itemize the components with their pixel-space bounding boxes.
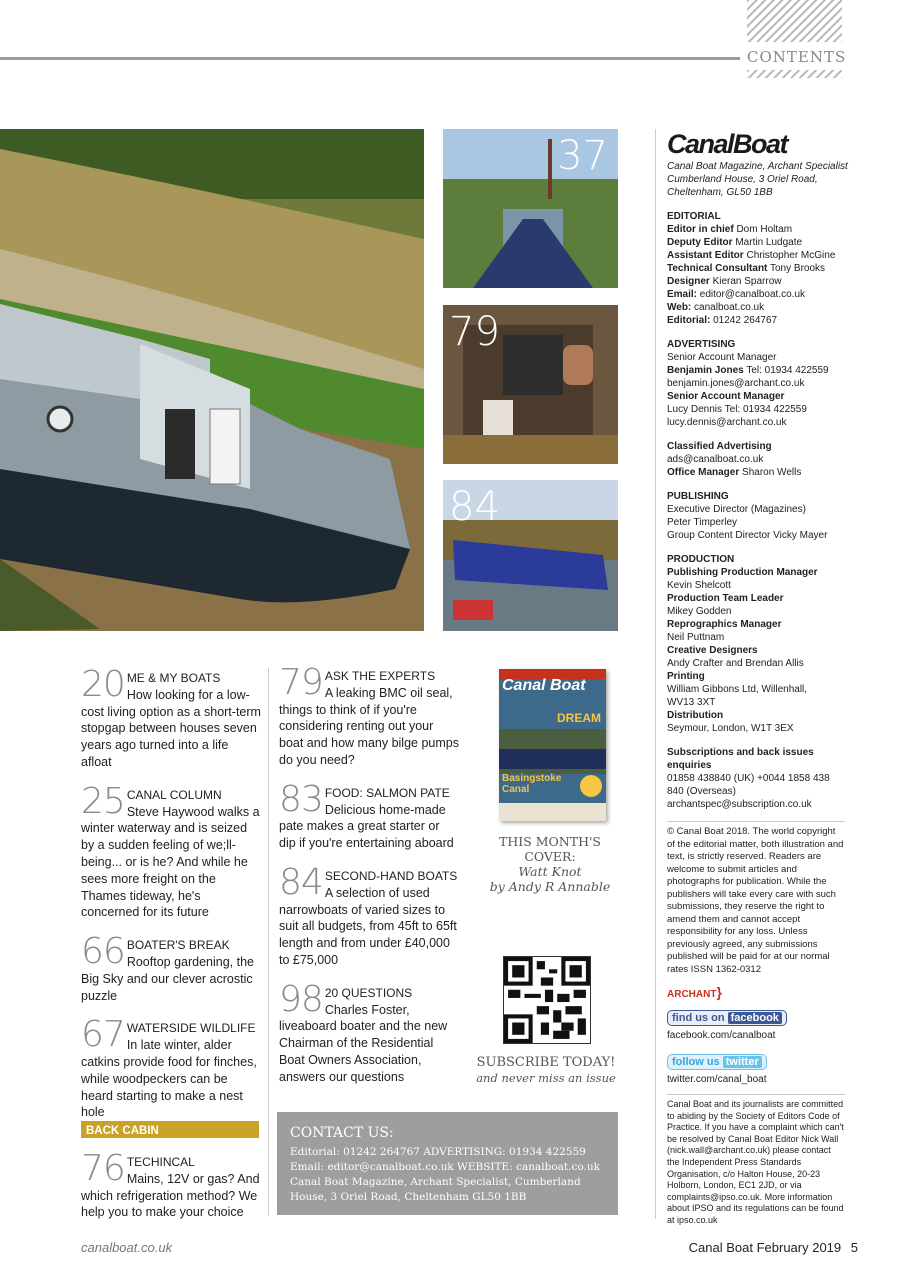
thumb-number: 79	[449, 309, 500, 355]
phone: 01858 438840 (UK) +0044 1858 438	[667, 773, 830, 784]
header-rule	[0, 57, 740, 60]
thumb-number: 37	[557, 133, 608, 179]
contact-address: House, 3 Oriel Road, Cheltenham GL50 1BB	[290, 1191, 527, 1203]
qr-code[interactable]	[503, 956, 591, 1044]
masthead-advertising	[667, 338, 857, 429]
toc-entry[interactable]	[81, 780, 261, 921]
entry-description: A selection of used narrowboats of varied sizes to suit all budgets, from 45ft to 65ft length and from under £40,000 to £75,000	[279, 885, 457, 967]
entry-description: Mains, 12V or gas? And which refrigeration method? We help you to make your choice	[81, 1171, 260, 1220]
left-column	[81, 664, 261, 1121]
subscribe-subtitle: and never miss an issue	[476, 1071, 616, 1085]
cover-image[interactable]	[499, 669, 606, 821]
column-divider	[268, 668, 269, 1216]
page-number: 79	[279, 662, 323, 703]
entry-heading: FOOD: SALMON PATE	[324, 785, 450, 800]
twitter-link[interactable]: twitter.com/canal_boat	[667, 1074, 767, 1085]
subscribe-title: SUBSCRIBE TODAY!	[476, 1055, 616, 1070]
name: WV13 3XT	[667, 697, 716, 708]
copyright-notice: © Canal Boat 2018. The world copyright of the editorial matter, both illustration and text, is strictly reserved. Readers are welcome to submit articles and photographs for publication. While the publishers will take every care with such submissions, they reserve the right to amend them and cannot accept responsibility for any loss. Unless previously agreed, any submissions published will be paid for at our normal rates ISSN 1362-0312	[667, 826, 844, 975]
address-line: Cheltenham, GL50 1BB	[667, 187, 773, 198]
name: Mikey Godden	[667, 606, 732, 617]
footer-url[interactable]: canalboat.co.uk	[81, 1240, 173, 1255]
toc-entry[interactable]	[81, 1148, 261, 1221]
entry-heading: TECHINCAL	[126, 1155, 195, 1169]
page-number: 66	[81, 931, 125, 973]
entry-heading: BOATER'S BREAK	[126, 938, 230, 953]
role: Editorial:	[667, 315, 711, 326]
role: Printing	[667, 671, 705, 682]
section-heading: EDITORIAL	[667, 211, 721, 222]
role: Production Team Leader	[667, 593, 784, 604]
name: Benjamin Jones	[667, 365, 744, 376]
entry-description: Delicious home-made pate makes a great starter or dip if you're entertaining aboard	[279, 802, 454, 851]
role: Senior Account Manager	[667, 391, 785, 402]
address-line: Canal Boat Magazine, Archant Specialist	[667, 161, 848, 172]
page-number: 20	[81, 664, 125, 705]
phone: 840 (Overseas)	[667, 786, 736, 797]
page-number: 98	[279, 978, 323, 1020]
entry-heading: WATERSIDE WILDLIFE	[126, 1021, 256, 1036]
contact-phones: Editorial: 01242 264767 ADVERTISING: 01934 422559	[290, 1146, 586, 1158]
masthead-divider	[655, 129, 656, 1219]
entry-heading: SECOND-HAND BOATS	[324, 868, 458, 883]
facebook-link[interactable]: facebook.com/canalboat	[667, 1030, 776, 1041]
address-line: Cumberland House, 3 Oriel Road,	[667, 174, 818, 185]
section-label: CONTENTS	[747, 48, 847, 66]
facebook-find-text: find us on	[672, 1012, 725, 1024]
name: Andy Crafter and Brendan Allis	[667, 658, 804, 669]
cover-caption-line: COVER:	[524, 849, 576, 864]
section-heading: Classified Advertising	[667, 441, 772, 452]
section-heading: PRODUCTION	[667, 554, 735, 565]
role: Reprographics Manager	[667, 619, 782, 630]
role: Technical Consultant	[667, 263, 768, 274]
page-number: 25	[81, 780, 125, 822]
name: Christopher McGine	[746, 250, 836, 261]
contact-address: Canal Boat Magazine, Archant Specialist, Cumberland	[290, 1176, 581, 1188]
cover-caption-title: Watt Knot	[518, 864, 582, 879]
contact-box	[277, 1112, 618, 1215]
entry-description: Charles Foster, liveaboard boater and the new Chairman of the Residential Boat Owners Association, answers our questions	[279, 1002, 448, 1084]
section-heading: PUBLISHING	[667, 491, 729, 502]
name: William Gibbons Ltd, Willenhall,	[667, 684, 808, 695]
email-link[interactable]: lucy.dennis@archant.co.uk	[667, 417, 787, 428]
phone: Tel: 01934 422559	[746, 365, 829, 376]
cover-masthead: Canal Boat	[502, 677, 586, 694]
page-number: 83	[279, 778, 323, 820]
name: Peter Timperley	[667, 517, 738, 528]
entry-heading: ME & MY BOATS	[126, 671, 221, 685]
name: Martin Ludgate	[735, 237, 803, 248]
contact-web: Email: editor@canalboat.co.uk WEBSITE: canalboat.co.uk	[290, 1161, 600, 1173]
cover-caption-credit: by Andy R Annable	[489, 879, 611, 894]
masthead-publishing	[667, 490, 857, 542]
role: Assistant Editor	[667, 250, 744, 261]
role: Web:	[667, 302, 692, 313]
name: Tony Brooks	[770, 263, 826, 274]
entry-description: Steve Haywood walks a winter waterway and is seized by a sudden feeling of we;ll-being... or is he? And while he sees more freight on the Thames tideway, he's concerned for its future	[81, 804, 260, 920]
hero-photo	[0, 129, 424, 631]
entry-heading: CANAL COLUMN	[126, 787, 222, 802]
role: Senior Account Manager	[667, 352, 777, 363]
subscribe-cta[interactable]	[470, 1055, 622, 1086]
masthead-editorial	[667, 210, 857, 327]
ipso-notice: Canal Boat and its journalists are committed to abiding by the Society of Editors Code of Practice. If you have a complaint which can't be resolved by Canal Boat Editor Nick Wall (nick.wall@archant.co.uk) please contact the Independent Press Standards Organisation, c/o Halton House, 20-23 Holborn, London, EC1 2JD, or via complaints@ipso.co.uk. More information about IPSO and its regulations can be found at ipso.co.uk	[667, 1099, 844, 1225]
facebook-brand: facebook	[728, 1012, 782, 1024]
masthead-classified	[667, 440, 857, 479]
toc-entry[interactable]	[81, 1014, 261, 1121]
name: Seymour, London, W1T 3EX	[667, 723, 794, 734]
masthead-production	[667, 553, 857, 735]
toc-entry[interactable]	[279, 778, 459, 852]
cover-headline: DREAM	[557, 711, 601, 725]
entry-heading: 20 QUESTIONS	[324, 985, 413, 1000]
entry-description: A leaking BMC oil seal, things to think of if you're considering renting out your boat and how many bilge pumps do you need?	[279, 685, 459, 767]
qr-code-image	[504, 957, 590, 1043]
role: Creative Designers	[667, 645, 758, 656]
phone: 01242 264767	[713, 315, 778, 326]
contact-title: CONTACT US:	[290, 1125, 394, 1141]
header-hatch-top	[747, 0, 842, 42]
role: Distribution	[667, 710, 724, 721]
toc-entry[interactable]	[81, 664, 261, 771]
entry-description: How looking for a low-cost living option as a short-term stopgap between houses seven years ago turned into a life afloat	[81, 687, 261, 769]
footer-issue	[689, 1240, 858, 1255]
back-cabin-label: BACK CABIN	[86, 1125, 159, 1137]
back-cabin-bar	[81, 1121, 259, 1138]
masthead-address	[667, 160, 857, 199]
name: Kieran Sparrow	[712, 276, 782, 287]
role: Group Content Director Vicky Mayer	[667, 530, 828, 541]
archant-logo: ARCHANT}	[667, 984, 722, 1000]
masthead-subscriptions	[667, 746, 857, 811]
toc-entry[interactable]	[279, 861, 459, 969]
twitter-brand: twitter	[723, 1056, 762, 1068]
hero-photo-image	[0, 129, 424, 631]
cover-caption-line: THIS MONTH'S	[499, 834, 601, 849]
cover-feature: Basingstoke Canal	[502, 773, 562, 795]
role: Executive Director (Magazines)	[667, 504, 806, 515]
role: Publishing Production Manager	[667, 567, 818, 578]
thumb-number: 84	[449, 484, 500, 530]
page-number: 84	[279, 861, 323, 903]
name: Dom Holtam	[736, 224, 793, 235]
role: Editor in chief	[667, 224, 734, 235]
toc-entry[interactable]	[279, 662, 459, 769]
email-link[interactable]: editor@canalboat.co.uk	[699, 289, 806, 300]
entry-heading: ASK THE EXPERTS	[324, 669, 436, 683]
role: Deputy Editor	[667, 237, 733, 248]
archant-logo-text: ARCHANT	[667, 989, 717, 1000]
email-link[interactable]: ads@canalboat.co.uk	[667, 454, 764, 465]
twitter-button[interactable]	[667, 1054, 767, 1070]
entry-description: In late winter, alder catkins provide food for finches, while woodpeckers can be heard starting to make a nest hole	[81, 1038, 257, 1120]
email-link[interactable]: archantspec@subscription.co.uk	[667, 799, 812, 810]
page-number: 76	[81, 1148, 125, 1189]
email-link[interactable]: benjamin.jones@archant.co.uk	[667, 378, 805, 389]
thumb-79	[443, 305, 618, 464]
name: Lucy Dennis Tel: 01934 422559	[667, 404, 807, 415]
thumb-84	[443, 480, 618, 631]
entry-description: Rooftop gardening, the Big Sky and our clever acrostic puzzle	[81, 954, 254, 1003]
section-heading: ADVERTISING	[667, 339, 736, 350]
toc-entry[interactable]	[279, 978, 459, 1086]
toc-entry[interactable]	[81, 931, 261, 1004]
page-number: 67	[81, 1014, 125, 1056]
name: Kevin Shelcott	[667, 580, 731, 591]
middle-column	[279, 662, 459, 1086]
web-link[interactable]: canalboat.co.uk	[694, 302, 765, 313]
masthead-logo: CanalBoat	[667, 129, 788, 159]
name: Sharon Wells	[742, 467, 802, 478]
name: Neil Puttnam	[667, 632, 725, 643]
cover-caption	[480, 834, 620, 894]
thumb-37	[443, 129, 618, 288]
role: Email:	[667, 289, 698, 300]
section-heading: Subscriptions and back issues enquiries	[667, 747, 814, 771]
header-hatch-bottom	[747, 70, 842, 78]
facebook-button[interactable]	[667, 1010, 787, 1026]
page-number-footer: 5	[850, 1240, 858, 1255]
masthead	[667, 128, 857, 1227]
role: Designer	[667, 276, 710, 287]
footer-issue-text: Canal Boat February 2019	[688, 1240, 842, 1255]
twitter-follow-text: follow us	[672, 1056, 720, 1068]
role: Office Manager	[667, 467, 740, 478]
